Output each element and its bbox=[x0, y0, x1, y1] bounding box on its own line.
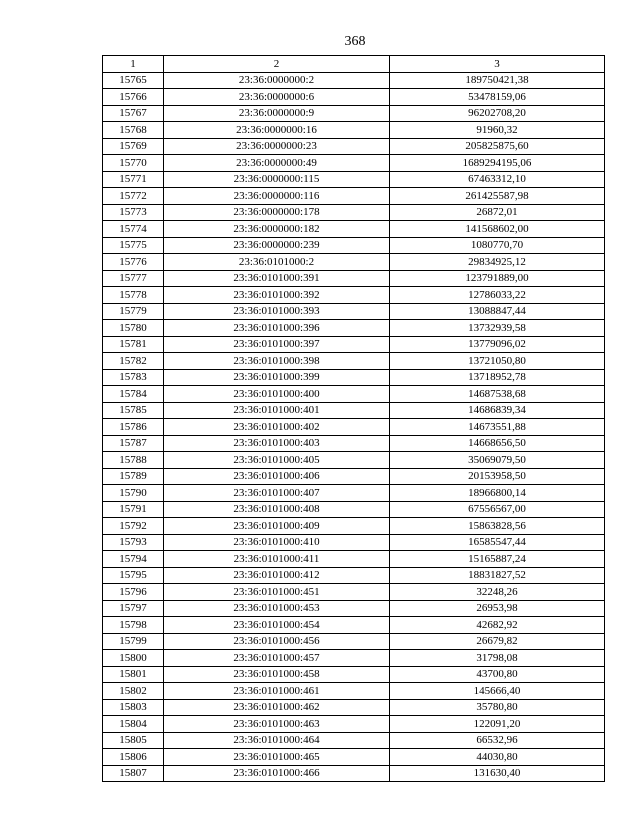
row-number-cell: 15806 bbox=[103, 749, 164, 766]
table-row bbox=[103, 633, 605, 650]
cadastral-number-cell: 23:36:0101000:398 bbox=[164, 353, 390, 370]
row-number-cell: 15776 bbox=[103, 254, 164, 271]
row-number-cell: 15807 bbox=[103, 765, 164, 782]
cadastral-value-cell: 31798,08 bbox=[390, 650, 605, 667]
row-number-cell: 15770 bbox=[103, 155, 164, 172]
cadastral-number-cell: 23:36:0101000:410 bbox=[164, 534, 390, 551]
table-row bbox=[103, 567, 605, 584]
cadastral-number-cell: 23:36:0101000:406 bbox=[164, 468, 390, 485]
row-number-cell: 15769 bbox=[103, 138, 164, 155]
cadastral-number-cell: 23:36:0101000:402 bbox=[164, 419, 390, 436]
column-header-3: 3 bbox=[390, 56, 605, 73]
cadastral-value-cell: 20153958,50 bbox=[390, 468, 605, 485]
cadastral-value-cell: 1689294195,06 bbox=[390, 155, 605, 172]
row-number-cell: 15780 bbox=[103, 320, 164, 337]
row-number-cell: 15767 bbox=[103, 105, 164, 122]
cadastral-value-cell: 96202708,20 bbox=[390, 105, 605, 122]
cadastral-number-cell: 23:36:0000000:49 bbox=[164, 155, 390, 172]
table-row bbox=[103, 188, 605, 205]
cadastral-value-cell: 13779096,02 bbox=[390, 336, 605, 353]
cadastral-value-cell: 67463312,10 bbox=[390, 171, 605, 188]
cadastral-value-cell: 13088847,44 bbox=[390, 303, 605, 320]
cadastral-number-cell: 23:36:0101000:400 bbox=[164, 386, 390, 403]
column-header-2: 2 bbox=[164, 56, 390, 73]
cadastral-number-cell: 23:36:0101000:409 bbox=[164, 518, 390, 535]
row-number-cell: 15782 bbox=[103, 353, 164, 370]
cadastral-number-cell: 23:36:0101000:412 bbox=[164, 567, 390, 584]
row-number-cell: 15804 bbox=[103, 716, 164, 733]
cadastral-value-cell: 53478159,06 bbox=[390, 89, 605, 106]
cadastral-number-cell: 23:36:0000000:239 bbox=[164, 237, 390, 254]
table-row bbox=[103, 386, 605, 403]
table-row bbox=[103, 666, 605, 683]
cadastral-number-cell: 23:36:0101000:456 bbox=[164, 633, 390, 650]
cadastral-value-cell: 35069079,50 bbox=[390, 452, 605, 469]
cadastral-value-cell: 91960,32 bbox=[390, 122, 605, 139]
cadastral-number-cell: 23:36:0101000:462 bbox=[164, 699, 390, 716]
table-header-row bbox=[103, 56, 605, 73]
table-row bbox=[103, 270, 605, 287]
cadastral-number-cell: 23:36:0000000:16 bbox=[164, 122, 390, 139]
table-row bbox=[103, 320, 605, 337]
table-row bbox=[103, 419, 605, 436]
cadastral-value-cell: 18966800,14 bbox=[390, 485, 605, 502]
cadastral-number-cell: 23:36:0101000:396 bbox=[164, 320, 390, 337]
cadastral-number-cell: 23:36:0101000:411 bbox=[164, 551, 390, 568]
cadastral-value-cell: 18831827,52 bbox=[390, 567, 605, 584]
row-number-cell: 15773 bbox=[103, 204, 164, 221]
row-number-cell: 15793 bbox=[103, 534, 164, 551]
cadastral-number-cell: 23:36:0101000:407 bbox=[164, 485, 390, 502]
table-row bbox=[103, 501, 605, 518]
cadastral-number-cell: 23:36:0000000:23 bbox=[164, 138, 390, 155]
row-number-cell: 15802 bbox=[103, 683, 164, 700]
cadastral-number-cell: 23:36:0101000:465 bbox=[164, 749, 390, 766]
table-body bbox=[103, 72, 605, 782]
row-number-cell: 15772 bbox=[103, 188, 164, 205]
cadastral-value-cell: 13718952,78 bbox=[390, 369, 605, 386]
cadastral-number-cell: 23:36:0101000:2 bbox=[164, 254, 390, 271]
table-row bbox=[103, 551, 605, 568]
table-row bbox=[103, 584, 605, 601]
cadastral-number-cell: 23:36:0101000:391 bbox=[164, 270, 390, 287]
row-number-cell: 15796 bbox=[103, 584, 164, 601]
row-number-cell: 15801 bbox=[103, 666, 164, 683]
table-row bbox=[103, 89, 605, 106]
cadastral-number-cell: 23:36:0101000:464 bbox=[164, 732, 390, 749]
row-number-cell: 15783 bbox=[103, 369, 164, 386]
cadastral-value-cell: 131630,40 bbox=[390, 765, 605, 782]
row-number-cell: 15777 bbox=[103, 270, 164, 287]
table-row bbox=[103, 716, 605, 733]
row-number-cell: 15779 bbox=[103, 303, 164, 320]
page-number: 368 bbox=[344, 34, 366, 49]
cadastral-number-cell: 23:36:0101000:466 bbox=[164, 765, 390, 782]
row-number-cell: 15797 bbox=[103, 600, 164, 617]
table-row bbox=[103, 683, 605, 700]
row-number-cell: 15766 bbox=[103, 89, 164, 106]
table-row bbox=[103, 254, 605, 271]
cadastral-value-cell: 15863828,56 bbox=[390, 518, 605, 535]
table-row bbox=[103, 765, 605, 782]
table-row bbox=[103, 287, 605, 304]
column-header-1: 1 bbox=[103, 56, 164, 73]
cadastral-value-cell: 15165887,24 bbox=[390, 551, 605, 568]
cadastral-number-cell: 23:36:0000000:116 bbox=[164, 188, 390, 205]
cadastral-number-cell: 23:36:0000000:2 bbox=[164, 72, 390, 89]
row-number-cell: 15800 bbox=[103, 650, 164, 667]
row-number-cell: 15787 bbox=[103, 435, 164, 452]
row-number-cell: 15794 bbox=[103, 551, 164, 568]
table-row bbox=[103, 369, 605, 386]
cadastral-value-cell: 35780,80 bbox=[390, 699, 605, 716]
cadastral-number-cell: 23:36:0101000:458 bbox=[164, 666, 390, 683]
table-row bbox=[103, 336, 605, 353]
row-number-cell: 15805 bbox=[103, 732, 164, 749]
table-row bbox=[103, 699, 605, 716]
cadastral-value-cell: 26679,82 bbox=[390, 633, 605, 650]
row-number-cell: 15781 bbox=[103, 336, 164, 353]
table-row bbox=[103, 732, 605, 749]
cadastral-number-cell: 23:36:0101000:401 bbox=[164, 402, 390, 419]
cadastral-value-cell: 205825875,60 bbox=[390, 138, 605, 155]
cadastral-number-cell: 23:36:0101000:397 bbox=[164, 336, 390, 353]
row-number-cell: 15784 bbox=[103, 386, 164, 403]
cadastral-number-cell: 23:36:0101000:454 bbox=[164, 617, 390, 634]
cadastral-value-cell: 42682,92 bbox=[390, 617, 605, 634]
cadastral-value-cell: 14686839,34 bbox=[390, 402, 605, 419]
table-row bbox=[103, 171, 605, 188]
cadastral-value-cell: 1080770,70 bbox=[390, 237, 605, 254]
cadastral-number-cell: 23:36:0000000:115 bbox=[164, 171, 390, 188]
row-number-cell: 15765 bbox=[103, 72, 164, 89]
table-row bbox=[103, 617, 605, 634]
cadastral-value-cell: 123791889,00 bbox=[390, 270, 605, 287]
cadastral-number-cell: 23:36:0000000:182 bbox=[164, 221, 390, 238]
table-row bbox=[103, 435, 605, 452]
cadastral-value-cell: 189750421,38 bbox=[390, 72, 605, 89]
cadastral-value-cell: 32248,26 bbox=[390, 584, 605, 601]
cadastral-value-cell: 26953,98 bbox=[390, 600, 605, 617]
cadastral-value-cell: 13721050,80 bbox=[390, 353, 605, 370]
row-number-cell: 15790 bbox=[103, 485, 164, 502]
table-row bbox=[103, 138, 605, 155]
cadastral-value-cell: 13732939,58 bbox=[390, 320, 605, 337]
cadastral-number-cell: 23:36:0101000:399 bbox=[164, 369, 390, 386]
row-number-cell: 15798 bbox=[103, 617, 164, 634]
cadastral-value-cell: 12786033,22 bbox=[390, 287, 605, 304]
row-number-cell: 15778 bbox=[103, 287, 164, 304]
row-number-cell: 15771 bbox=[103, 171, 164, 188]
table-row bbox=[103, 353, 605, 370]
table-row bbox=[103, 749, 605, 766]
table-row bbox=[103, 303, 605, 320]
cadastral-value-cell: 16585547,44 bbox=[390, 534, 605, 551]
cadastral-number-cell: 23:36:0101000:392 bbox=[164, 287, 390, 304]
table-row bbox=[103, 534, 605, 551]
cadastral-number-cell: 23:36:0101000:463 bbox=[164, 716, 390, 733]
cadastral-number-cell: 23:36:0101000:453 bbox=[164, 600, 390, 617]
table-row bbox=[103, 402, 605, 419]
cadastral-value-cell: 145666,40 bbox=[390, 683, 605, 700]
row-number-cell: 15785 bbox=[103, 402, 164, 419]
cadastral-value-cell: 66532,96 bbox=[390, 732, 605, 749]
row-number-cell: 15792 bbox=[103, 518, 164, 535]
row-number-cell: 15789 bbox=[103, 468, 164, 485]
cadastral-value-cell: 14668656,50 bbox=[390, 435, 605, 452]
row-number-cell: 15768 bbox=[103, 122, 164, 139]
table-row bbox=[103, 485, 605, 502]
table-row bbox=[103, 600, 605, 617]
table-row bbox=[103, 72, 605, 89]
cadastral-number-cell: 23:36:0000000:9 bbox=[164, 105, 390, 122]
cadastral-number-cell: 23:36:0000000:178 bbox=[164, 204, 390, 221]
cadastral-number-cell: 23:36:0101000:457 bbox=[164, 650, 390, 667]
cadastral-value-cell: 26872,01 bbox=[390, 204, 605, 221]
row-number-cell: 15799 bbox=[103, 633, 164, 650]
row-number-cell: 15774 bbox=[103, 221, 164, 238]
cadastral-value-cell: 122091,20 bbox=[390, 716, 605, 733]
row-number-cell: 15791 bbox=[103, 501, 164, 518]
cadastral-value-cell: 141568602,00 bbox=[390, 221, 605, 238]
cadastral-number-cell: 23:36:0101000:405 bbox=[164, 452, 390, 469]
cadastral-number-cell: 23:36:0101000:461 bbox=[164, 683, 390, 700]
cadastral-number-cell: 23:36:0101000:408 bbox=[164, 501, 390, 518]
cadastral-value-table bbox=[102, 55, 605, 782]
cadastral-number-cell: 23:36:0101000:451 bbox=[164, 584, 390, 601]
cadastral-value-cell: 14687538,68 bbox=[390, 386, 605, 403]
table-row bbox=[103, 468, 605, 485]
cadastral-value-cell: 14673551,88 bbox=[390, 419, 605, 436]
table-row bbox=[103, 650, 605, 667]
cadastral-value-cell: 67556567,00 bbox=[390, 501, 605, 518]
row-number-cell: 15803 bbox=[103, 699, 164, 716]
table-row bbox=[103, 221, 605, 238]
table-row bbox=[103, 237, 605, 254]
cadastral-value-cell: 29834925,12 bbox=[390, 254, 605, 271]
cadastral-value-cell: 44030,80 bbox=[390, 749, 605, 766]
table-row bbox=[103, 105, 605, 122]
row-number-cell: 15775 bbox=[103, 237, 164, 254]
table-row bbox=[103, 518, 605, 535]
cadastral-value-cell: 43700,80 bbox=[390, 666, 605, 683]
row-number-cell: 15795 bbox=[103, 567, 164, 584]
cadastral-number-cell: 23:36:0101000:393 bbox=[164, 303, 390, 320]
table-row bbox=[103, 122, 605, 139]
row-number-cell: 15788 bbox=[103, 452, 164, 469]
cadastral-number-cell: 23:36:0000000:6 bbox=[164, 89, 390, 106]
table-row bbox=[103, 204, 605, 221]
table-row bbox=[103, 452, 605, 469]
cadastral-number-cell: 23:36:0101000:403 bbox=[164, 435, 390, 452]
table-row bbox=[103, 155, 605, 172]
row-number-cell: 15786 bbox=[103, 419, 164, 436]
cadastral-value-cell: 261425587,98 bbox=[390, 188, 605, 205]
